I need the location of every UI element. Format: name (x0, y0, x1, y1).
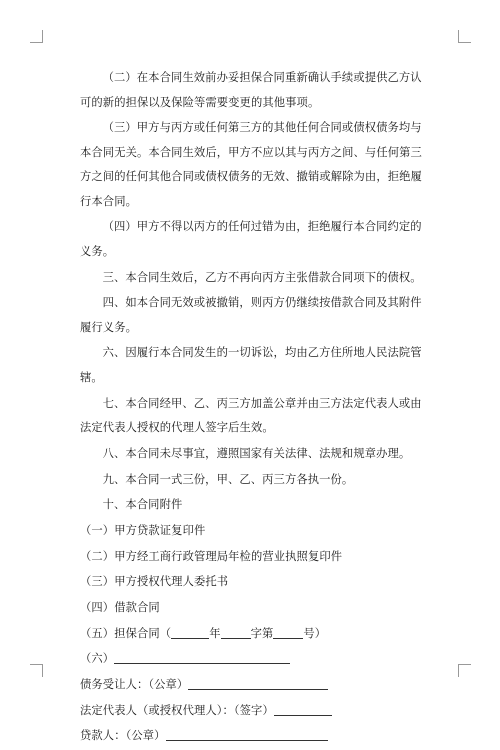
attachment-5-suffix: 号） (303, 626, 327, 640)
clause-7: 七、本合同经甲、乙、丙三方加盖公章并由三方法定代表人或由法定代表人授权的代理人签字后生效。 (80, 396, 422, 435)
signature-legal-rep (80, 699, 422, 724)
clause-8: 八、本合同未尽事宜，遵照国家有关法律、法规和规章办理。 (102, 446, 411, 460)
clause-4: 四、如本合同无效或被撤销，则丙方仍继续按借款合同及其附件履行义务。 (80, 296, 422, 334)
attachment-2: （二）甲方经工商行政管理局年检的营业执照复印件 (80, 549, 343, 563)
attachment-6-prefix: （六） (80, 652, 115, 666)
crop-mark-top-right (458, 30, 471, 43)
signature-debtor-line (188, 677, 328, 690)
signature-lender-label: 贷款人：（公章） (80, 729, 166, 743)
attachment-3: （三）甲方授权代理人委托书 (80, 575, 229, 589)
blank-attachment-6-field (114, 651, 290, 664)
clause-10-heading: 十、本合同附件 (102, 498, 183, 512)
signature-legal-rep-label: 法定代表人（或授权代理人）：（签字） (80, 703, 274, 717)
blank-year-field (171, 626, 209, 639)
crop-mark-bottom-right (458, 664, 471, 677)
signature-debtor (80, 673, 422, 698)
attachment-5-zi: 字第 (250, 626, 274, 640)
crop-mark-top-left (30, 30, 43, 43)
signature-lender-line (166, 728, 328, 741)
attachment-5 (80, 622, 422, 647)
blank-zi-field (221, 626, 251, 639)
clause-3: 三、本合同生效后，乙方不再向丙方主张借款合同项下的债权。 (102, 270, 422, 284)
attachment-1: （一）甲方贷款证复印件 (80, 523, 206, 537)
document-body (80, 66, 422, 750)
blank-number-field (273, 626, 303, 639)
signature-lender (80, 724, 422, 749)
attachment-4: （四）借款合同 (80, 600, 160, 614)
clause-2-2: （二）在本合同生效前办妥担保合同重新确认手续或提供乙方认可的新的担保以及保险等需要变更的其他事项。 (80, 71, 422, 109)
clause-2-3: （三）甲方与丙方或任何第三方的其他任何合同或债权债务均与本合同无关。本合同生效后，甲方不应以其与丙方之间、与任何第三方之间的任何其他合同或债权债务的无效、撤销或解除为由，拒绝履行本合同。 (80, 121, 422, 208)
clause-6: 六、因履行本合同发生的一切诉讼，均由乙方住所地人民法院管辖。 (80, 346, 422, 384)
signature-legal-rep-line (274, 703, 332, 716)
attachment-5-prefix: （五）担保合同（ (80, 626, 172, 640)
attachment-6 (80, 647, 422, 672)
crop-mark-bottom-left (30, 664, 43, 677)
clause-2-4: （四）甲方不得以丙方的任何过错为由，拒绝履行本合同约定的义务。 (80, 220, 422, 258)
clause-9: 九、本合同一式三份，甲、乙、丙三方各执一份。 (102, 472, 354, 486)
attachment-5-year: 年 (209, 626, 221, 640)
signature-debtor-label: 债务受让人：（公章） (80, 678, 189, 691)
